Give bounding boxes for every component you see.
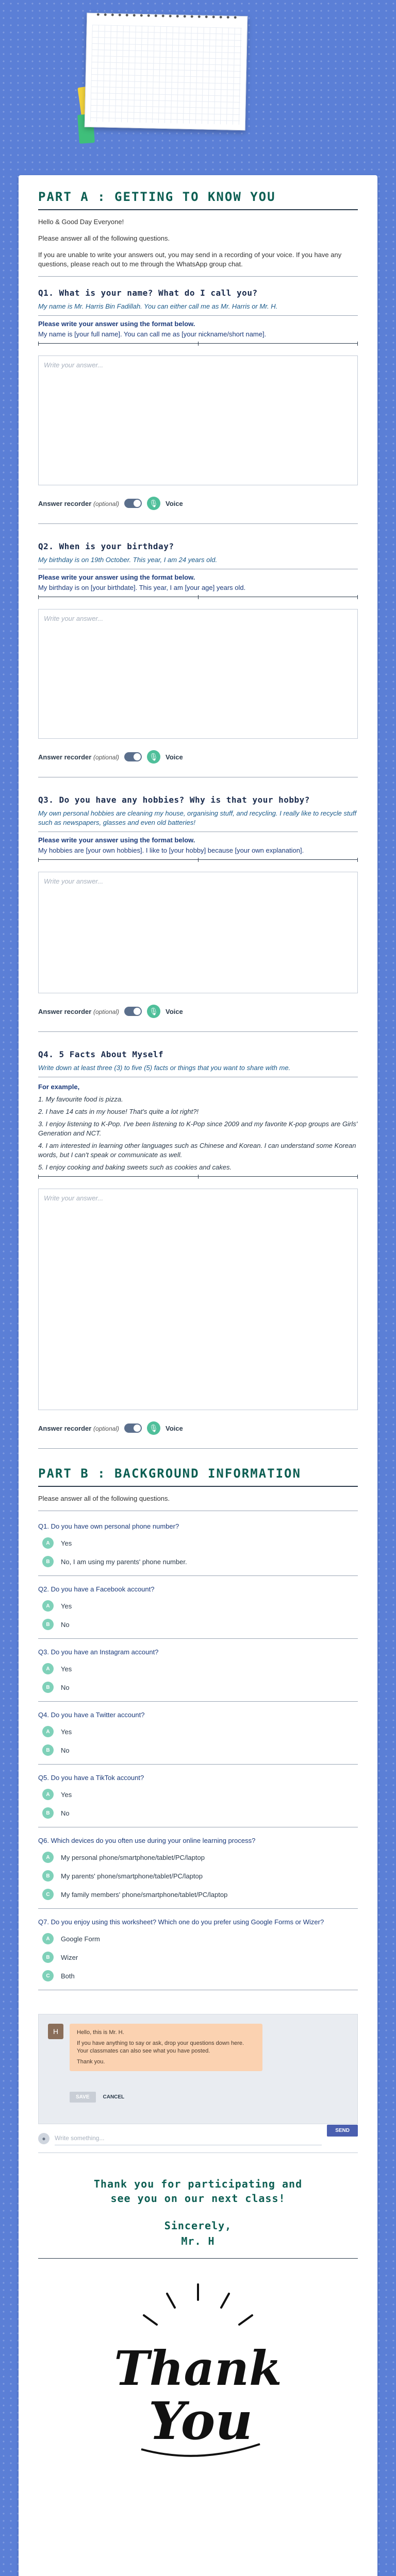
mc-option[interactable] <box>42 1789 358 1800</box>
signature-name: Mr. H <box>181 2235 215 2247</box>
mc-option[interactable] <box>42 1889 358 1900</box>
option-label: Both <box>61 1972 75 1980</box>
microphone-icon[interactable]: 🎙 <box>147 497 160 510</box>
mc-question-title: Q5. Do you have a TikTok account? <box>38 1774 144 1782</box>
option-letter-bubble[interactable]: B <box>42 1870 54 1882</box>
option-letter-bubble[interactable]: B <box>42 1556 54 1567</box>
format-template: My hobbies are [your own hobbies]. I like to [your hobby] because [your own explanation]. <box>38 846 304 854</box>
option-label: Yes <box>61 1539 72 1547</box>
mc-question-7 <box>38 1918 358 1990</box>
format-heading: Please write your answer using the format below. <box>38 836 195 844</box>
fact-item: 1. My favourite food is pizza. <box>38 1095 123 1103</box>
option-label: No <box>61 1683 70 1691</box>
question-title: Q3. Do you have any hobbies? Why is that your hobby? <box>38 795 310 805</box>
option-letter-bubble[interactable]: C <box>42 1889 54 1900</box>
divider <box>38 1575 358 1576</box>
mc-question-1 <box>38 1522 358 1576</box>
signature-block <box>38 2218 358 2249</box>
multiple-choice-section <box>38 1522 358 1990</box>
divider <box>38 1448 358 1449</box>
mc-question-4 <box>38 1711 358 1765</box>
option-letter-bubble[interactable]: A <box>42 1663 54 1674</box>
answer-recorder <box>38 1421 358 1435</box>
option-label: Yes <box>61 1790 72 1799</box>
save-button[interactable]: SAVE <box>70 2092 96 2103</box>
instruction: Please answer all of the following questions. <box>38 1495 170 1502</box>
answer-toolbar <box>38 597 358 604</box>
microphone-icon[interactable]: 🎙 <box>147 1005 160 1018</box>
mc-question-title: Q2. Do you have a Facebook account? <box>38 1585 155 1593</box>
closing-line: Thank you for participating and <box>93 2178 303 2190</box>
microphone-icon[interactable]: 🎙 <box>147 1421 160 1435</box>
mc-question-3 <box>38 1648 358 1702</box>
user-avatar-icon: ● <box>38 2133 50 2144</box>
answer-textarea[interactable]: Write your answer... <box>38 355 358 485</box>
answer-textarea[interactable]: Write your answer... <box>38 609 358 739</box>
option-letter-bubble[interactable]: A <box>42 1726 54 1737</box>
option-letter-bubble[interactable]: A <box>42 1537 54 1549</box>
option-label: Wizer <box>61 1953 78 1961</box>
divider <box>38 1764 358 1765</box>
answer-recorder <box>38 1005 358 1018</box>
divider <box>38 1638 358 1639</box>
mc-question-title: Q6. Which devices do you often use during your online learning process? <box>38 1837 256 1844</box>
format-heading: Please write your answer using the format below. <box>38 320 195 328</box>
option-letter-bubble[interactable]: C <box>42 1970 54 1981</box>
question-block-1 <box>38 288 358 510</box>
question-instruction: Write down at least three (3) to five (5) facts or things that you want to share with me. <box>38 1064 291 1072</box>
format-heading: Please write your answer using the format below. <box>38 573 195 581</box>
reply-bar <box>38 2128 358 2145</box>
question-title: Q1. What is your name? What do I call you? <box>38 288 258 298</box>
teacher-message <box>70 2024 262 2071</box>
option-letter-bubble[interactable]: A <box>42 1600 54 1612</box>
mc-option[interactable] <box>42 1726 358 1737</box>
option-label: My family members' phone/smartphone/tablet/PC/laptop <box>61 1890 228 1899</box>
mc-option[interactable] <box>42 1600 358 1612</box>
message-actions <box>70 2092 124 2103</box>
option-label: Yes <box>61 1665 72 1673</box>
mc-option[interactable] <box>42 1933 358 1944</box>
fact-item: 2. I have 14 cats in my house! That's quite a lot right?! <box>38 1108 199 1115</box>
option-label: No <box>61 1809 70 1817</box>
question-title: Q4. 5 Facts About Myself <box>38 1049 164 1059</box>
hero-banner <box>0 0 396 170</box>
format-template: My name is [your full name]. You can call me as [your nickname/short name]. <box>38 330 267 338</box>
divider <box>38 1908 358 1909</box>
question-block-3 <box>38 795 358 1018</box>
voice-label: Voice <box>165 1424 183 1432</box>
mc-question-title: Q1. Do you have own personal phone number? <box>38 1522 179 1530</box>
recorder-label: Answer recorder (optional) <box>38 1424 119 1432</box>
recorder-toggle[interactable] <box>124 1007 142 1016</box>
option-label: No, I am using my parents' phone number. <box>61 1557 187 1566</box>
mc-option[interactable] <box>42 1537 358 1549</box>
fact-item: 4. I am interested in learning other languages such as Chinese and Korean. I can understand some Korean words, but I can't speak or communicate as well. <box>38 1142 356 1159</box>
cancel-button[interactable]: CANCEL <box>103 2094 125 2100</box>
message-line: Thank you. <box>77 2059 105 2065</box>
option-letter-bubble[interactable]: B <box>42 1682 54 1693</box>
question-block-2 <box>38 541 358 764</box>
sincerely-text: Sincerely, <box>164 2219 232 2232</box>
option-letter-bubble[interactable]: B <box>42 1807 54 1819</box>
divider <box>38 2258 358 2259</box>
thank-you-lettering <box>38 2279 358 2475</box>
option-label: My personal phone/smartphone/tablet/PC/laptop <box>61 1853 205 1861</box>
for-example-label: For example, <box>38 1083 80 1091</box>
mc-option[interactable] <box>42 1619 358 1630</box>
option-letter-bubble[interactable]: A <box>42 1933 54 1944</box>
divider <box>38 1031 358 1032</box>
option-label: Yes <box>61 1727 72 1736</box>
mc-option[interactable] <box>42 1556 358 1567</box>
microphone-icon[interactable]: 🎙 <box>147 750 160 764</box>
thank-text: Thank <box>114 2341 282 2396</box>
worksheet-card <box>19 175 377 2576</box>
divider <box>38 1701 358 1702</box>
greeting: Hello & Good Day Everyone! <box>38 218 124 226</box>
closing-message <box>38 2177 358 2206</box>
mc-option[interactable] <box>42 1663 358 1674</box>
example-answer: My own personal hobbies are cleaning my house, organising stuff, and recycling. I really like to recycle stuff such as newspapers, glasses and even old batteries! <box>38 809 357 826</box>
facts-list <box>38 1082 358 1172</box>
mc-option[interactable] <box>42 1852 358 1863</box>
voice-label: Voice <box>165 499 183 507</box>
option-letter-bubble[interactable]: A <box>42 1789 54 1800</box>
comment-thread <box>38 2014 358 2124</box>
mc-option[interactable] <box>42 1682 358 1693</box>
option-letter-bubble[interactable]: A <box>42 1852 54 1863</box>
option-letter-bubble[interactable]: B <box>42 1952 54 1963</box>
send-button[interactable]: SEND <box>327 2125 358 2137</box>
mc-option[interactable] <box>42 1744 358 1756</box>
part-a-intro <box>38 217 358 269</box>
answer-toolbar <box>38 343 358 350</box>
message-line: Hello, this is Mr. H. <box>77 2029 124 2036</box>
question-block-4 <box>38 1049 358 1435</box>
mc-question-6 <box>38 1837 358 1909</box>
fact-item: 3. I enjoy listening to K-Pop. I've been listening to K-Pop since 2009 and my favorite K-pop groups are Girls' Generation and NCT. <box>38 1120 358 1137</box>
divider <box>38 315 358 316</box>
divider <box>38 276 358 277</box>
recorder-toggle[interactable] <box>124 499 142 508</box>
message-line: If you have anything to say or ask, drop your questions down here. Your classmates can also see what you have posted. <box>77 2040 244 2054</box>
mc-option[interactable] <box>42 1952 358 1963</box>
part-b-intro <box>38 1494 358 1503</box>
answer-recorder <box>38 750 358 764</box>
recorder-toggle[interactable] <box>124 1423 142 1433</box>
voice-label: Voice <box>165 753 183 761</box>
format-template: My birthday is on [your birthdate]. This year, I am [your age] years old. <box>38 584 246 591</box>
fact-item: 5. I enjoy cooking and baking sweets such as cookies and cakes. <box>38 1163 232 1171</box>
recorder-toggle[interactable] <box>124 752 142 761</box>
mc-question-2 <box>38 1585 358 1639</box>
recorder-label: Answer recorder (optional) <box>38 499 119 507</box>
notebook-illustration <box>85 13 248 130</box>
notebook-grid <box>90 25 242 125</box>
you-text: You <box>148 2391 253 2451</box>
mc-option[interactable] <box>42 1807 358 1819</box>
question-title: Q2. When is your birthday? <box>38 541 174 551</box>
example-answer: My birthday is on 19th October. This year, I am 24 years old. <box>38 556 218 564</box>
option-label: Google Form <box>61 1935 100 1943</box>
example-answer: My name is Mr. Harris Bin Fadillah. You can either call me as Mr. Harris or Mr. H. <box>38 302 278 310</box>
mc-option[interactable] <box>42 1870 358 1882</box>
instruction: Please answer all of the following questions. <box>38 234 170 242</box>
option-label: No <box>61 1620 70 1629</box>
recorder-label: Answer recorder (optional) <box>38 1007 119 1015</box>
option-label: My parents' phone/smartphone/tablet/PC/laptop <box>61 1872 203 1880</box>
option-label: No <box>61 1746 70 1754</box>
answer-toolbar <box>38 859 358 867</box>
recorder-label: Answer recorder (optional) <box>38 753 119 761</box>
reply-input[interactable]: Write something... <box>55 2131 322 2145</box>
voice-label: Voice <box>165 1007 183 1015</box>
divider <box>38 523 358 524</box>
option-label: Yes <box>61 1602 72 1610</box>
teacher-avatar: H <box>48 2024 63 2039</box>
answer-textarea[interactable]: Write your answer... <box>38 872 358 993</box>
mc-question-title: Q4. Do you have a Twitter account? <box>38 1711 145 1719</box>
mc-question-title: Q7. Do you enjoy using this worksheet? Which one do you prefer using Google Forms or Wizer? <box>38 1918 324 1926</box>
mc-question-title: Q3. Do you have an Instagram account? <box>38 1648 159 1656</box>
part-a-title: PART A : GETTING TO KNOW YOU <box>38 190 358 210</box>
answer-toolbar <box>38 1176 358 1183</box>
spiral-rings <box>94 10 240 22</box>
answer-textarea[interactable]: Write your answer... <box>38 1189 358 1410</box>
mc-question-5 <box>38 1774 358 1827</box>
thank-you-illustration <box>105 2279 291 2475</box>
closing-line: see you on our next class! <box>110 2192 286 2205</box>
option-letter-bubble[interactable]: B <box>42 1744 54 1756</box>
answer-recorder <box>38 497 358 510</box>
part-b-title: PART B : BACKGROUND INFORMATION <box>38 1466 358 1487</box>
voice-note: If you are unable to write your answers out, you may send in a recording of your voice. If you have any questions, please reach out to me through the WhatsApp group chat. <box>38 251 342 268</box>
option-letter-bubble[interactable]: B <box>42 1619 54 1630</box>
mc-option[interactable] <box>42 1970 358 1981</box>
